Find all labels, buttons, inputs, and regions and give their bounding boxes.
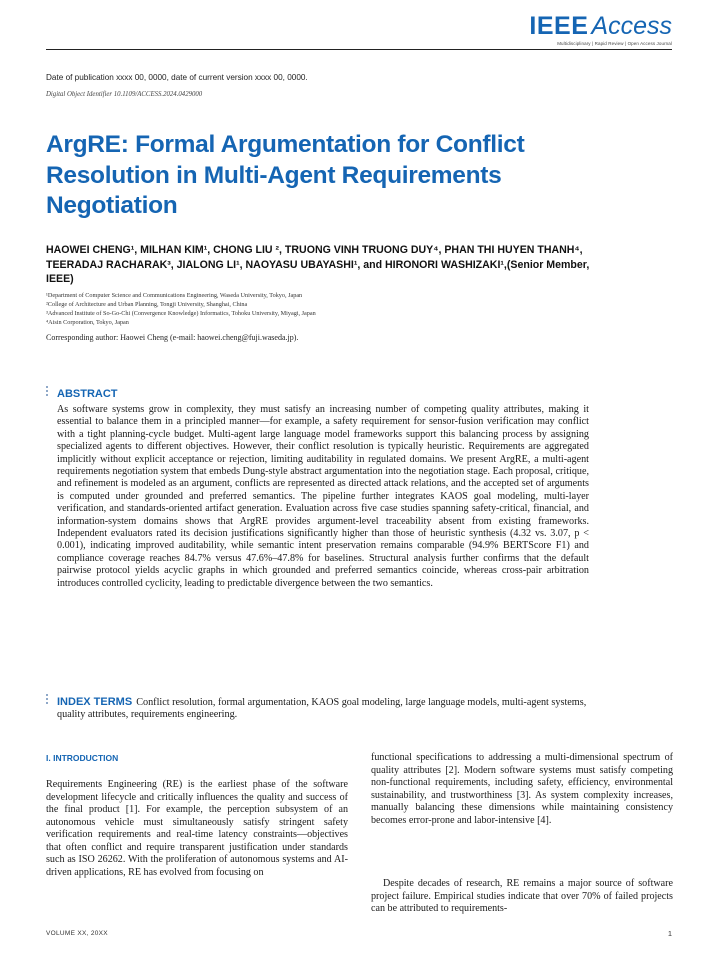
- affiliation-1: ¹Department of Computer Science and Communications Engineering, Waseda University, Tokyo, Japan: [46, 292, 303, 299]
- author-list: HAOWEI CHENG¹, MILHAN KIM¹, CHONG LIU ², TRUONG VINH TRUONG DUY⁴, PHAN THI HUYEN THANH⁴, TEERADAJ RACHARAK³, JIALONG LI¹, NAOYASU UBAYASHI¹, and HIRONORI WASHIZAKI¹,(Senior Member, IEEE): [46, 244, 590, 285]
- affiliations: [46, 291, 316, 327]
- page-number: 1: [667, 929, 672, 938]
- logo-ieee: IEEE: [529, 12, 589, 40]
- introduction-right-column-p1: functional specifications to addressing a multi-dimensional spectrum of quality attributes [2]. Modern software systems must satisfy competing non-functional requirements, including safety, efficiency, environmental sustainability, and trustworthiness [3]. As system complexity increases, manually balancing these dimensions while maintaining consistency becomes error-prone and labor-intensive [4].: [371, 752, 673, 826]
- publication-date: Date of publication xxxx 00, 0000, date of current version xxxx 00, 0000.: [46, 73, 308, 82]
- logo-access: Access: [591, 12, 672, 40]
- footer-volume: VOLUME XX, 20XX: [46, 930, 108, 937]
- doi-line: Digital Object Identifier 10.1109/ACCESS.2024.0429000: [46, 91, 203, 98]
- logo-tagline: Multidisciplinary | Rapid Review | Open Access Journal: [557, 41, 672, 46]
- index-terms-heading: INDEX TERMS: [57, 696, 133, 708]
- affiliation-4: ⁴Aisin Corporation, Tokyo, Japan: [46, 319, 129, 326]
- logo-wordmark: [529, 12, 672, 40]
- introduction-right-column-p2: Despite decades of research, RE remains a major source of software project failure. Empirical studies indicate that over 70% of failed projects can be attributed to requirements-: [371, 878, 673, 915]
- abstract-body: As software systems grow in complexity, they must satisfy an increasing number of competing quality attributes, making it essential to balance them in a principled manner—for example, a safety requirement for sensor-fusion verification may conflict with a tight planning-cycle budget. Multi-agent large language model frameworks support this balancing process by assigning specialized agents to different objectives. However, their conflict resolution is typically heuristic. Requirements are aggregated implicitly without explicit acceptance or rejection, limiting auditability in regulated domains. We present ArgRE, a multi-agent requirements negotiation system that embeds Dung-style abstract argumentation into the negotiation stage. Each proposal, critique, and refinement is modeled as an argument, conflicts are represented as directed attack relations, and the accepted set of arguments is computed under grounded and preferred semantics. The pipeline further integrates KAOS goal modeling, multi-layer verification, and standards-oriented artifact generation. Evaluation across five case studies spanning safety-critical, financial, and information-system domains shows that ArgRE provides argument-level traceability absent from existing frameworks. Independent evaluators rated its decision justifications significantly higher than those of heuristic synthesis (4.32 vs. 3.07, p < 0.001), indicating improved auditability, while semantic intent preservation remains comparable (94.9% BERTScore F1) and compliance coverage reaches 84.7% versus 47.6%–47.8% for baselines. Structural analysis further confirms that the default pairwise protocol yields acyclic graphs in which grounded and preferred semantics coincide, whereas cross-pair arbitration introduces controlled cyclicity, leading to predictable divergence between the two semantics.: [57, 404, 589, 589]
- introduction-heading: I. INTRODUCTION: [46, 753, 119, 763]
- affiliation-3: ³Advanced Institute of So-Go-Chi (Convergence Knowledge) Informatics, Tohoku University, Miyagi, Japan: [46, 310, 316, 317]
- ieee-access-logo: [529, 12, 672, 46]
- abstract-heading: ABSTRACT: [57, 388, 118, 400]
- index-terms-body: Conflict resolution, formal argumentation, KAOS goal modeling, large language models, multi-agent systems, quality attributes, requirements engineering.: [57, 697, 587, 721]
- abstract-marker-icon: [46, 386, 49, 396]
- index-terms: [57, 696, 597, 722]
- header-rule: [46, 49, 672, 50]
- corresponding-author: Corresponding author: Haowei Cheng (e-mail: haowei.cheng@fuji.waseda.jp).: [46, 333, 299, 342]
- introduction-left-column: Requirements Engineering (RE) is the earliest phase of the software development lifecycle and critically influences the quality and success of the final product [1]. For example, the perception subsystem of an autonomous vehicle must simultaneously satisfy stringent safety verification requirements and real-time latency constraints—objectives that often conflict and require transparent justification under standards such as ISO 26262. With the proliferation of autonomous systems and AI-driven applications, RE has evolved from focusing on: [46, 779, 348, 878]
- affiliation-2: ²College of Architecture and Urban Planning, Tongji University, Shanghai, China: [46, 301, 248, 308]
- paper-title: ArgRE: Formal Argumentation for Conflict Resolution in Multi-Agent Requirements Negotiation: [46, 131, 525, 219]
- index-terms-marker-icon: [46, 694, 49, 704]
